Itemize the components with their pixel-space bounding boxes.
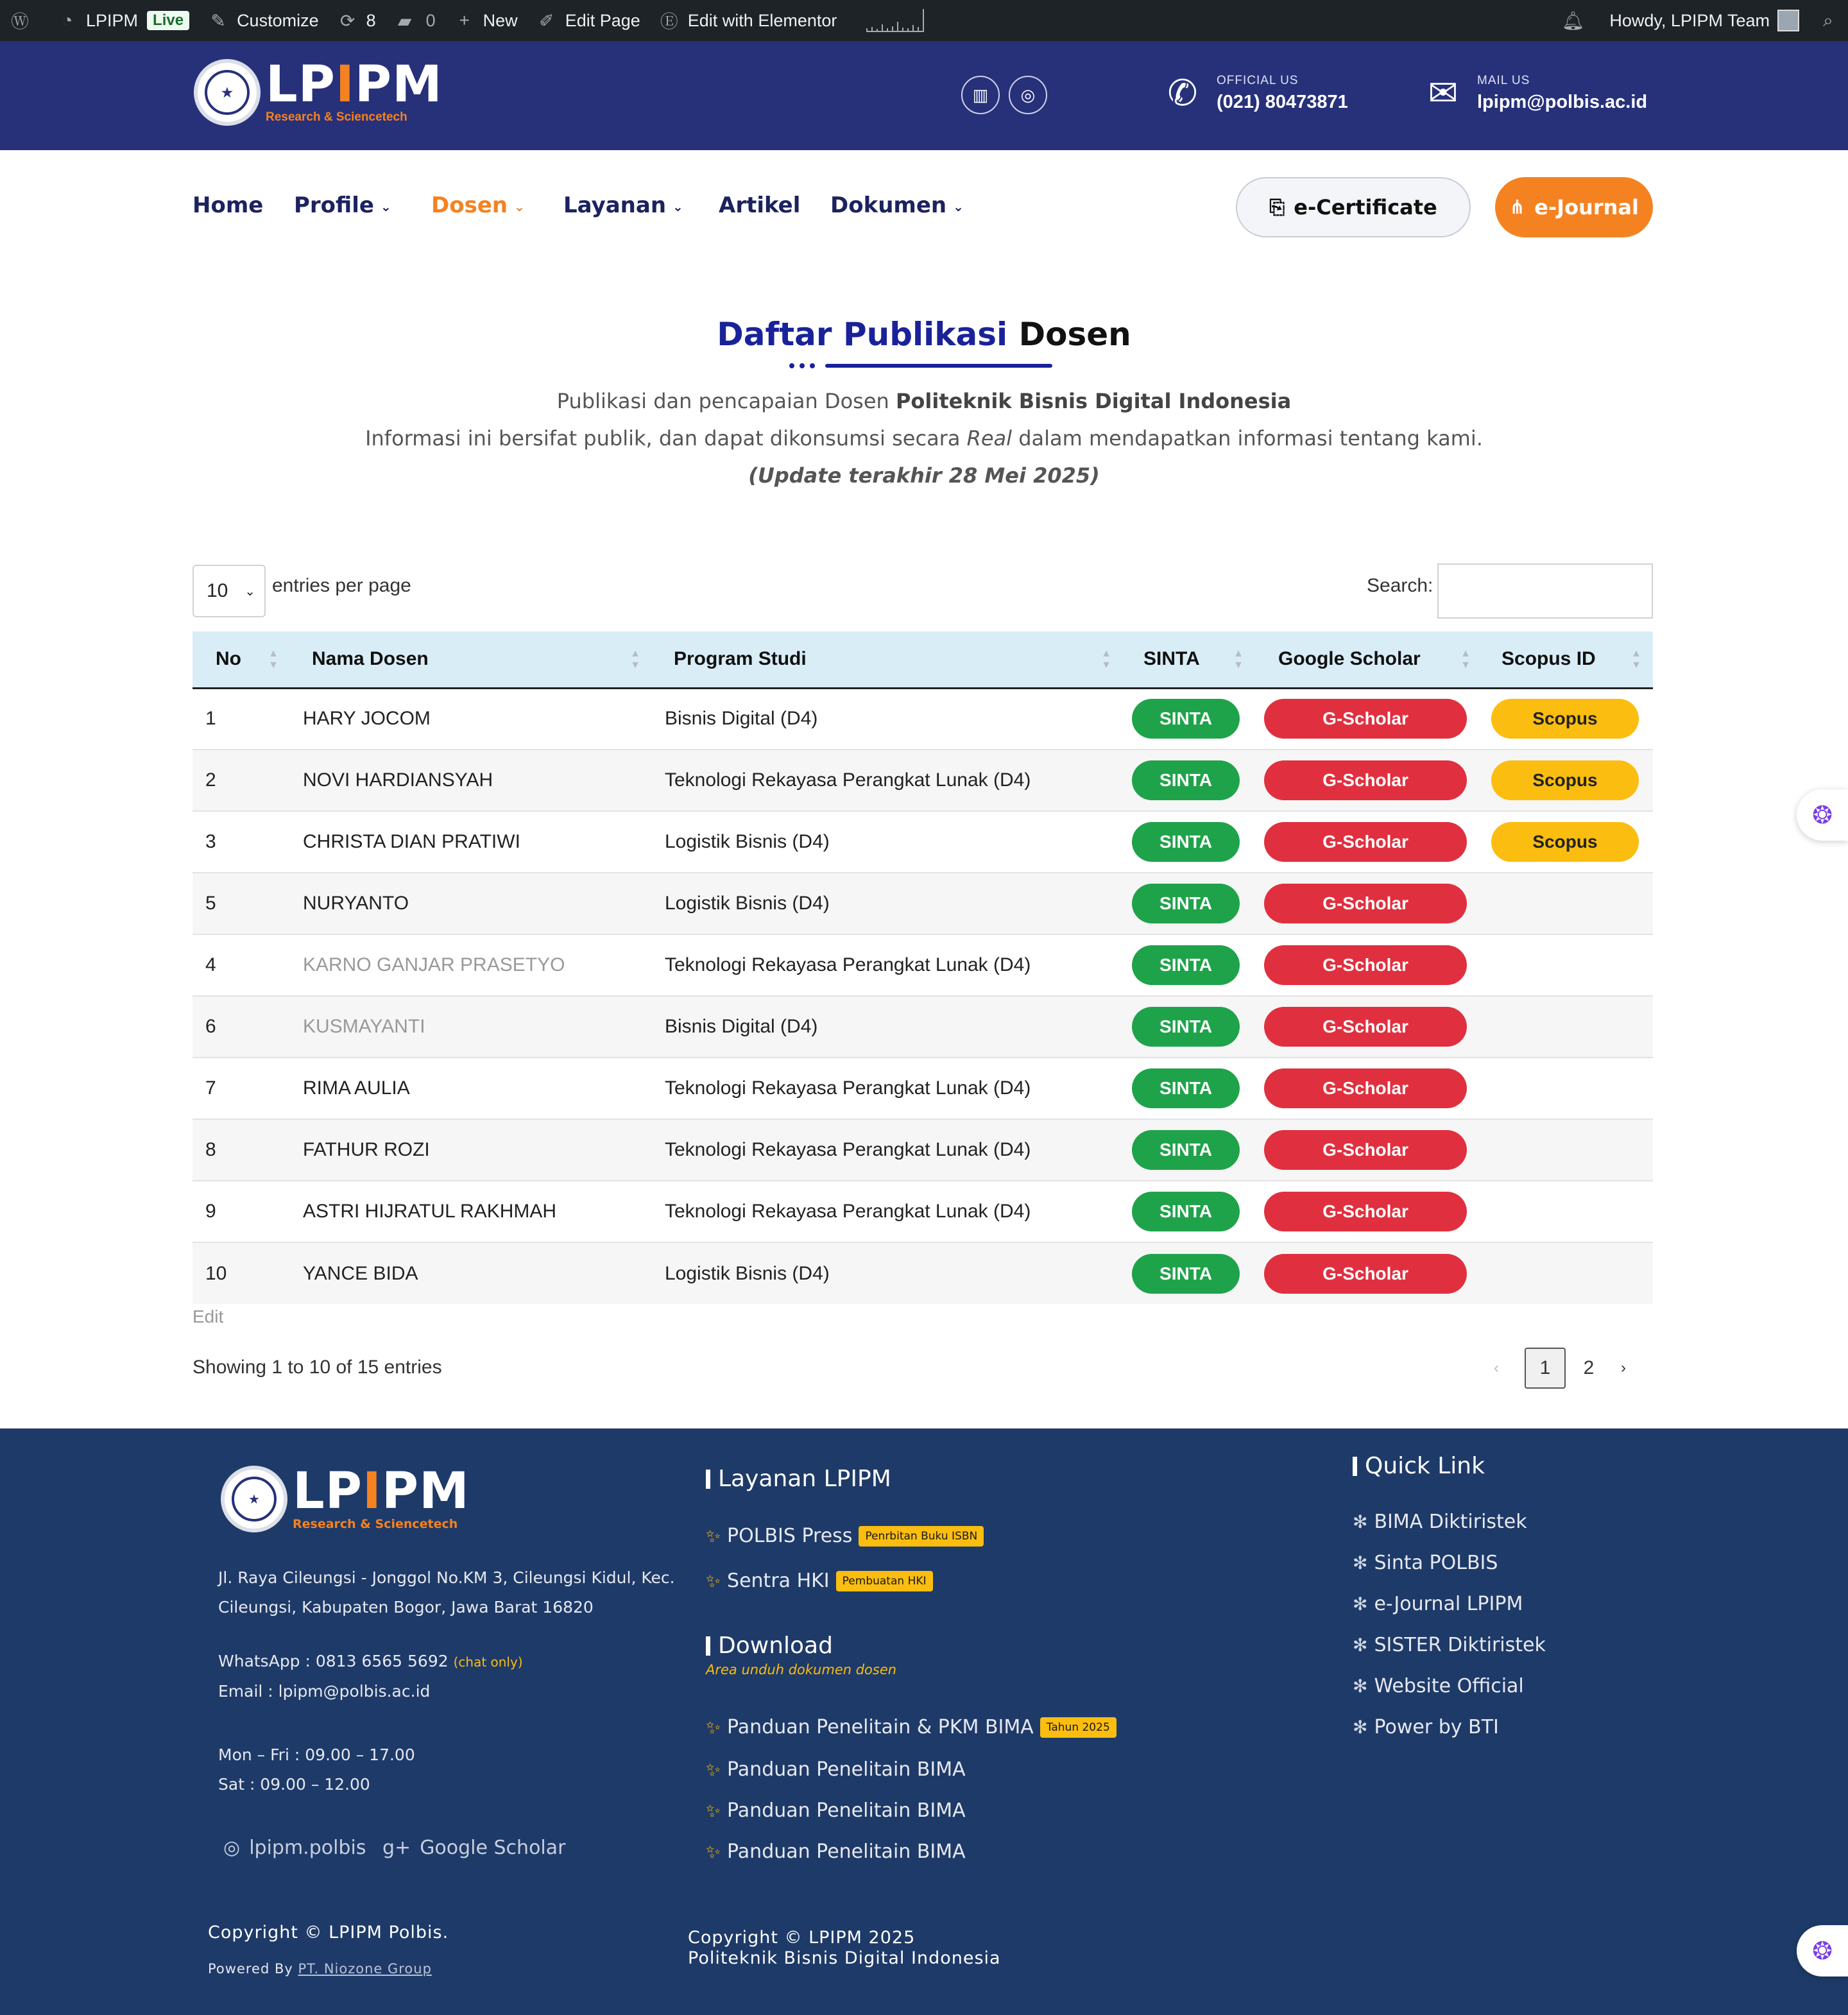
brush-icon: ✎ — [210, 10, 226, 31]
footer-link-polbis-press[interactable]: ✨︎ POLBIS Press Penrbitan Buku ISBN — [706, 1525, 984, 1547]
asterisk-icon: ✻ — [1353, 1717, 1368, 1738]
quick-link-sister[interactable]: ✻ SISTER Diktiristek — [1353, 1634, 1546, 1656]
bell-icon: 🔔︎ — [1561, 10, 1585, 31]
updates-link[interactable] — [328, 0, 385, 41]
header-sinta[interactable]: SINTA ▲ ▼ — [1123, 631, 1255, 688]
instagram-icon: ◎ — [1020, 85, 1036, 105]
pagination-prev[interactable]: ‹ — [1494, 1359, 1499, 1376]
chevron-down-icon: ⌄ — [244, 584, 255, 599]
sinta-button[interactable]: SINTA — [1132, 822, 1240, 862]
cell-program-studi: Logistik Bisnis (D4) — [652, 873, 1123, 934]
search-icon: ⌕ — [1823, 10, 1833, 30]
avatar — [1777, 10, 1799, 31]
powered-by-link[interactable]: PT. Niozone Group — [298, 1961, 432, 1976]
official-contact[interactable] — [1160, 71, 1348, 116]
table-row — [193, 811, 1653, 873]
cell-no: 7 — [193, 1058, 290, 1119]
cell-program-studi: Teknologi Rekayasa Perangkat Lunak (D4) — [652, 934, 1123, 996]
admin-search-button[interactable] — [1808, 0, 1848, 41]
footer-copyright-left: Copyright © LPIPM Polbis. — [208, 1923, 449, 1942]
cell-nama-dosen[interactable]: KARNO GANJAR PRASETYO — [290, 934, 652, 996]
site-logo[interactable] — [194, 56, 443, 126]
share-icon: ⋔ — [1509, 196, 1526, 219]
asterisk-icon: ✻ — [1353, 1676, 1368, 1697]
table-row — [193, 750, 1653, 811]
chevron-down-icon: ⌄ — [514, 198, 525, 214]
chevron-down-icon: ⌄ — [672, 198, 683, 214]
logo-seal: ★ — [194, 59, 261, 126]
quick-link-heading: Quick Link — [1353, 1453, 1485, 1479]
mail-icon: ✉ — [1428, 73, 1459, 113]
main-nav — [0, 150, 1848, 264]
new-label: New — [483, 10, 518, 30]
table-row — [193, 1119, 1653, 1181]
publications-table — [193, 631, 1653, 1304]
cell-no: 8 — [193, 1119, 290, 1181]
sparkles-icon: ✨︎ — [706, 1716, 721, 1738]
edit-link[interactable]: Edit — [193, 1307, 224, 1326]
edit-page-link[interactable] — [527, 0, 649, 41]
site-footer — [0, 1428, 1848, 2015]
google-scholar-button[interactable]: G-Scholar — [1264, 1192, 1467, 1231]
official-phone: (021) 80473871 — [1217, 91, 1348, 112]
cell-nama-dosen: HARY JOCOM — [290, 688, 652, 750]
quick-link-bima[interactable]: ✻ BIMA Diktiristek — [1353, 1511, 1527, 1533]
dashboard-icon: ◔ — [62, 10, 73, 30]
cell-program-studi: Teknologi Rekayasa Perangkat Lunak (D4) — [652, 750, 1123, 811]
footer-email: Email : lpipm@polbis.ac.id — [218, 1682, 431, 1701]
header-no[interactable]: No ▲ ▼ — [193, 631, 290, 688]
sinta-button[interactable]: SINTA — [1132, 884, 1240, 923]
google-scholar-button[interactable]: G-Scholar — [1264, 699, 1467, 739]
wordpress-icon: Ⓦ — [10, 12, 29, 31]
brain-icon: ❂ — [1812, 1937, 1833, 1965]
wp-logo-menu[interactable] — [0, 0, 47, 41]
header-program-studi[interactable]: Program Studi ▲ ▼ — [652, 631, 1123, 688]
header-scopus-id[interactable]: Scopus ID ▲ ▼ — [1482, 631, 1653, 688]
building-icon: ▥ — [972, 85, 989, 105]
header-google-scholar[interactable]: Google Scholar ▲ ▼ — [1255, 631, 1482, 688]
top-header — [0, 41, 1848, 150]
download-subtitle: Area unduh dokumen dosen — [706, 1662, 897, 1677]
wp-admin-bar — [0, 0, 1848, 41]
google-scholar-button[interactable]: G-Scholar — [1264, 822, 1467, 862]
table-body — [193, 688, 1653, 1304]
nav-profile[interactable]: Profile ⌄ — [294, 193, 391, 218]
google-plus-icon: g+ — [382, 1837, 411, 1859]
layanan-heading: Layanan LPIPM — [706, 1466, 891, 1492]
sinta-button[interactable]: SINTA — [1132, 760, 1240, 800]
asterisk-icon: ✻ — [1353, 1593, 1368, 1615]
table-row — [193, 934, 1653, 996]
table-row — [193, 996, 1653, 1058]
footer-address: Jl. Raya Cileungsi - Jonggol No.KM 3, Cileungsi Kidul, Kec. Cileungsi, Kabupaten Bogor, Jawa Barat 16820 — [218, 1568, 675, 1616]
google-scholar-button[interactable]: G-Scholar — [1264, 760, 1467, 800]
scopus-button[interactable]: Scopus — [1491, 822, 1639, 862]
asterisk-icon: ✻ — [1353, 1552, 1368, 1573]
nav-artikel[interactable]: Artikel — [719, 193, 801, 218]
footer-whatsapp: WhatsApp : 0813 6565 5692 — [218, 1652, 449, 1670]
header-nama-dosen[interactable]: Nama Dosen ▲ ▼ — [290, 631, 652, 688]
sinta-button[interactable]: SINTA — [1132, 699, 1240, 739]
table-info: Showing 1 to 10 of 15 entries — [193, 1357, 442, 1378]
chevron-down-icon: ⌄ — [380, 198, 391, 214]
footer-download-1[interactable]: ✨︎ Panduan Penelitain & PKM BIMA Tahun 2025 — [706, 1716, 1116, 1738]
chat-only-note: (chat only) — [453, 1654, 523, 1670]
cell-program-studi: Teknologi Rekayasa Perangkat Lunak (D4) — [652, 1119, 1123, 1181]
notifications-button[interactable] — [1553, 0, 1600, 41]
phone-icon: ✆ — [1167, 73, 1198, 113]
table-row — [193, 1242, 1653, 1304]
nav-dosen[interactable]: Dosen ⌄ — [431, 193, 525, 218]
table-row — [193, 1058, 1653, 1119]
entries-per-page-select[interactable] — [193, 565, 266, 617]
entries-per-page-label: entries per page — [272, 575, 411, 596]
table-header-row — [193, 631, 1653, 688]
cell-nama-dosen: ASTRI HIJRATUL RAKHMAH — [290, 1181, 652, 1242]
google-scholar-button[interactable]: G-Scholar — [1264, 945, 1467, 985]
footer-download-2[interactable]: ✨︎ Panduan Penelitain BIMA — [706, 1758, 966, 1781]
scopus-button[interactable]: Scopus — [1491, 760, 1639, 800]
cell-nama-dosen: NOVI HARDIANSYAH — [290, 750, 652, 811]
brain-icon: ❂ — [1812, 802, 1833, 829]
site-name-label: LPIPM — [86, 10, 139, 30]
sparkles-icon: ✨︎ — [706, 1525, 721, 1547]
stats-sparkline[interactable] — [846, 0, 933, 41]
cell-nama-dosen: FATHUR ROZI — [290, 1119, 652, 1181]
google-scholar-button[interactable]: G-Scholar — [1264, 1068, 1467, 1108]
footer-copyright-mid: Copyright © LPIPM 2025 Politeknik Bisnis Digital Indonesia — [688, 1928, 1001, 1968]
instagram-icon: ◎ — [223, 1837, 241, 1859]
cell-no: 9 — [193, 1181, 290, 1242]
updates-icon: ⟳ — [339, 10, 355, 31]
sparkline-chart — [866, 9, 924, 32]
floating-ai-button-bottom[interactable] — [1797, 1925, 1848, 1976]
google-scholar-button[interactable]: G-Scholar — [1264, 1007, 1467, 1047]
cell-nama-dosen: NURYANTO — [290, 873, 652, 934]
asterisk-icon: ✻ — [1353, 1634, 1368, 1656]
footer-download-4[interactable]: ✨︎ Panduan Penelitain BIMA — [706, 1840, 966, 1863]
intro-line-2: Informasi ini bersifat publik, dan dapat dikonsumsi secara Real dalam mendapatkan informasi tentang kami. — [365, 426, 1483, 450]
cell-no: 6 — [193, 996, 290, 1058]
cell-no: 5 — [193, 873, 290, 934]
footer-contacts — [218, 1647, 523, 1706]
footer-instagram-link[interactable]: ◎ lpipm.polbis — [223, 1837, 366, 1859]
quick-link-sinta[interactable]: ✻ Sinta POLBIS — [1353, 1552, 1498, 1574]
edit-page-label: Edit Page — [565, 10, 640, 30]
comments-link[interactable] — [385, 0, 445, 41]
sinta-button[interactable]: SINTA — [1132, 1130, 1240, 1170]
official-label: OFFICIAL US — [1217, 73, 1299, 87]
sinta-button[interactable]: SINTA — [1132, 1192, 1240, 1231]
pagination-page-1[interactable]: 1 — [1525, 1348, 1566, 1389]
table-row — [193, 688, 1653, 750]
quick-link-ejournal[interactable]: ✻ e-Journal LPIPM — [1353, 1593, 1523, 1615]
page-title: Daftar Publikasi Dosen — [717, 316, 1131, 353]
tag-badge: Penrbitan Buku ISBN — [859, 1526, 984, 1547]
sinta-button[interactable]: SINTA — [1132, 1254, 1240, 1294]
e-certificate-label: e-Certificate — [1294, 195, 1437, 219]
e-journal-button[interactable] — [1495, 177, 1653, 237]
sort-icon: ▲ ▼ — [1233, 648, 1244, 671]
pagination — [1484, 1348, 1636, 1389]
sparkles-icon: ✨︎ — [706, 1570, 721, 1591]
sparkles-icon: ✨︎ — [706, 1758, 721, 1780]
google-scholar-button[interactable]: G-Scholar — [1264, 1130, 1467, 1170]
sort-icon: ▲ ▼ — [1460, 648, 1471, 671]
pagination-page-2[interactable]: 2 — [1583, 1357, 1595, 1378]
footer-hours: Mon – Fri : 09.00 – 17.00 Sat : 09.00 – 12.00 — [218, 1745, 415, 1794]
plus-icon: + — [459, 10, 470, 30]
cell-program-studi: Teknologi Rekayasa Perangkat Lunak (D4) — [652, 1058, 1123, 1119]
cell-no: 4 — [193, 934, 290, 996]
table-row — [193, 1181, 1653, 1242]
quick-link-bti[interactable]: ✻ Power by BTI — [1353, 1716, 1499, 1738]
search-label: Search: — [1367, 575, 1433, 596]
footer-scholar-link[interactable]: g+ Google Scholar — [382, 1837, 566, 1859]
customize-link[interactable] — [198, 0, 328, 41]
sinta-button[interactable]: SINTA — [1132, 945, 1240, 985]
nav-dokumen[interactable]: Dokumen ⌄ — [830, 193, 964, 218]
footer-logo-wordmark: LPIPM — [293, 1462, 470, 1520]
cell-program-studi: Logistik Bisnis (D4) — [665, 1262, 830, 1284]
sinta-button[interactable]: SINTA — [1132, 1068, 1240, 1108]
scopus-button[interactable]: Scopus — [1491, 699, 1639, 739]
table-row — [193, 873, 1653, 934]
cell-nama-dosen[interactable]: KUSMAYANTI — [290, 996, 652, 1058]
pagination-next[interactable]: › — [1621, 1359, 1626, 1376]
cell-program-studi: Logistik Bisnis (D4) — [652, 811, 1123, 873]
tag-badge: Tahun 2025 — [1040, 1717, 1116, 1738]
quick-link-website[interactable]: ✻ Website Official — [1353, 1675, 1524, 1697]
search-input[interactable] — [1437, 563, 1653, 619]
logo-tagline: Research & Sciencetech — [266, 110, 407, 124]
footer-logo-tagline: Research & Sciencetech — [293, 1517, 458, 1531]
download-heading: Download — [706, 1633, 833, 1659]
cell-program-studi: Bisnis Digital (D4) — [652, 996, 1123, 1058]
intro-line-1: Publikasi dan pencapaian Dosen Politeknik Bisnis Digital Indonesia — [556, 389, 1292, 413]
elementor-link[interactable] — [649, 0, 846, 41]
sort-icon: ▲ ▼ — [268, 648, 278, 671]
footer-link-sentra-hki[interactable]: ✨︎ Sentra HKI Pembuatan HKI — [706, 1570, 933, 1592]
e-journal-label: e-Journal — [1534, 195, 1639, 219]
cell-nama-dosen: YANCE BIDA — [303, 1262, 418, 1284]
cell-no: 1 — [193, 688, 290, 750]
update-note: (Update terakhir 28 Mei 2025) — [748, 463, 1100, 488]
chevron-down-icon: ⌄ — [953, 198, 964, 214]
building-social-button[interactable] — [961, 76, 1000, 114]
cell-no: 2 — [193, 750, 290, 811]
elementor-icon: Ⓔ — [660, 12, 678, 31]
instagram-social-button[interactable] — [1009, 76, 1047, 114]
sparkles-icon: ✨︎ — [706, 1840, 721, 1862]
google-scholar-button[interactable]: G-Scholar — [1264, 884, 1467, 923]
tag-badge: Pembuatan HKI — [836, 1571, 933, 1591]
sort-icon: ▲ ▼ — [630, 648, 640, 671]
sparkles-icon: ✨︎ — [706, 1799, 721, 1821]
mail-address: lpipm@polbis.ac.id — [1477, 91, 1648, 112]
entries-per-page-value: 10 — [207, 580, 228, 601]
sort-icon: ▲ ▼ — [1631, 648, 1641, 671]
e-certificate-button[interactable] — [1236, 177, 1471, 237]
sort-icon: ▲ ▼ — [1101, 648, 1111, 671]
account-menu[interactable] — [1600, 0, 1808, 41]
title-underline — [789, 363, 1052, 368]
site-name-menu[interactable] — [47, 0, 198, 41]
sinta-button[interactable]: SINTA — [1132, 1007, 1240, 1047]
cell-nama-dosen: CHRISTA DIAN PRATIWI — [290, 811, 652, 873]
nav-layanan[interactable]: Layanan ⌄ — [563, 193, 683, 218]
logo-wordmark: LPIPM — [266, 56, 443, 114]
mail-contact[interactable] — [1421, 71, 1647, 116]
elementor-label: Edit with Elementor — [687, 10, 837, 30]
logo-seal: ★ — [221, 1466, 287, 1532]
certificate-icon: ⎘ — [1269, 196, 1285, 219]
mail-label: MAIL US — [1477, 73, 1530, 87]
comments-count: 0 — [425, 10, 436, 30]
cell-nama-dosen: RIMA AULIA — [290, 1058, 652, 1119]
live-badge: Live — [147, 11, 189, 30]
footer-logo[interactable] — [221, 1462, 470, 1532]
cell-program-studi: Bisnis Digital (D4) — [652, 688, 1123, 750]
cell-program-studi: Teknologi Rekayasa Perangkat Lunak (D4) — [652, 1181, 1123, 1242]
google-scholar-button[interactable]: G-Scholar — [1264, 1254, 1467, 1294]
cell-no: 3 — [193, 811, 290, 873]
updates-count: 8 — [366, 10, 376, 30]
footer-download-3[interactable]: ✨︎ Panduan Penelitain BIMA — [706, 1799, 966, 1822]
howdy-label: Howdy, LPIPM Team — [1609, 10, 1770, 30]
pencil-icon: ✐ — [538, 10, 554, 31]
customize-label: Customize — [237, 10, 319, 30]
nav-home[interactable]: Home — [193, 193, 264, 218]
floating-ai-button[interactable] — [1797, 789, 1848, 841]
cell-no: 10 — [205, 1262, 227, 1284]
new-content-menu[interactable] — [445, 0, 527, 41]
footer-powered: Powered By PT. Niozone Group — [208, 1961, 432, 1976]
comment-icon: ▰ — [397, 10, 412, 31]
asterisk-icon: ✻ — [1353, 1511, 1368, 1532]
